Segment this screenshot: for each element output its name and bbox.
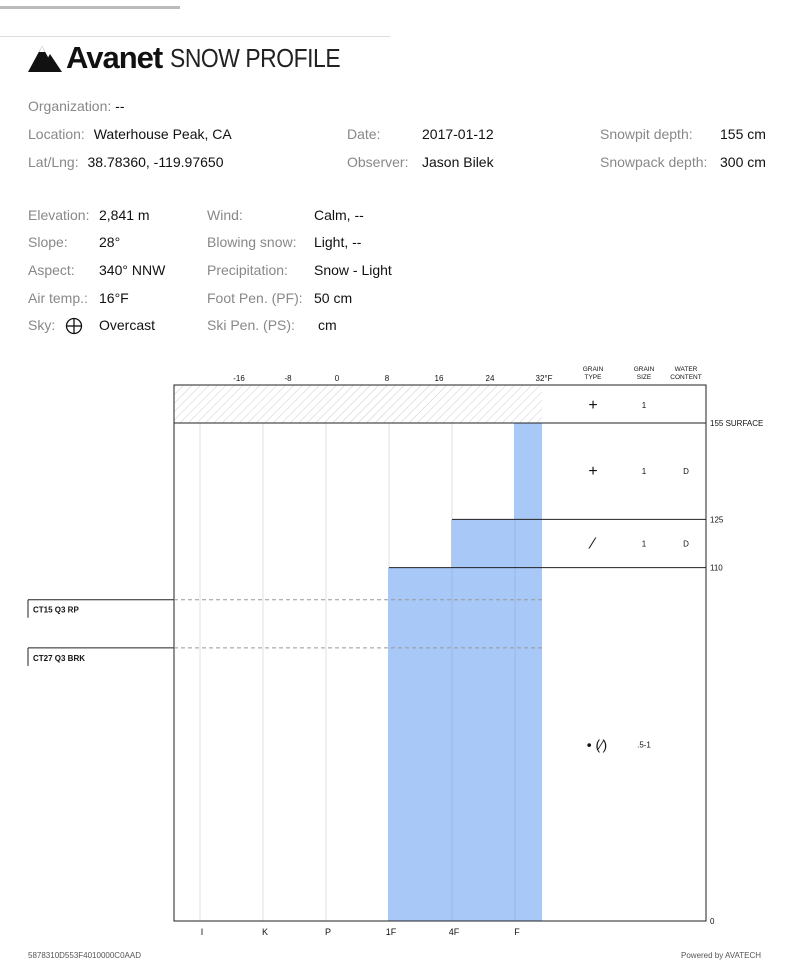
column-header-line: WATER (674, 366, 698, 373)
date-value: 2017-01-12 (422, 126, 494, 142)
wind-row (207, 207, 243, 223)
test-label: CT15 Q3 RP (33, 605, 79, 615)
profile-frame (174, 385, 706, 921)
hardness-label: F (514, 927, 520, 937)
layer-grain-size: 1 (641, 539, 647, 549)
mountain-logo-icon (28, 44, 62, 72)
foot-pen-value-cell (314, 290, 352, 306)
hardness-label: I (200, 927, 204, 937)
slope-value: 28° (99, 234, 121, 250)
location-label: Location: (28, 126, 85, 142)
elevation-value-cell (99, 207, 150, 223)
temperature-tick-label: -16 (233, 374, 245, 383)
foot-pen-row (207, 290, 303, 306)
observer-label: Observer: (347, 154, 409, 170)
column-header-line: SIZE (636, 374, 652, 381)
blowing-snow-value: Light, -- (314, 234, 362, 250)
aspect-value: 340° NNW (99, 262, 166, 278)
surface-grain-size: 1 (641, 401, 647, 410)
sky-value: Overcast (99, 317, 156, 333)
snowpack-depth-value: 300 cm (720, 154, 766, 170)
date-value-cell (422, 126, 494, 142)
temperature-tick-label: 0 (334, 374, 340, 383)
aspect-label: Aspect: (28, 262, 75, 278)
wind-value-cell (314, 207, 364, 223)
sky-value-cell (99, 317, 155, 333)
column-header-line: GRAIN (582, 366, 604, 373)
hardness-label: 4F (448, 927, 460, 937)
column-header-line: GRAIN (633, 366, 655, 373)
ski-pen-label: Ski Pen. (PS): (207, 317, 295, 333)
layer-grain-type: + (588, 463, 598, 481)
snowpit-depth-label: Snowpit depth: (600, 126, 693, 142)
organization-row (28, 98, 125, 114)
column-header-line: TYPE (584, 374, 602, 381)
date-row (347, 126, 380, 142)
overcast-sky-icon (65, 317, 83, 335)
surface-grain-type: + (588, 397, 598, 414)
hardness-bar (451, 519, 542, 567)
snowpack-depth-value-cell (720, 154, 766, 170)
test-label: CT27 Q3 BRK (33, 653, 86, 663)
profile-id-code: 5878310D553F4010000C0AAD (28, 951, 141, 960)
temperature-tick-label: 16 (434, 374, 444, 383)
layer-grain-type: ⁄ (591, 535, 595, 553)
ski-pen-value: cm (318, 317, 337, 333)
document-title: SNOW PROFILE (170, 42, 341, 73)
depth-label: 0 (710, 917, 715, 926)
wind-value: Calm, -- (314, 207, 364, 223)
temperature-tick-label: 8 (384, 374, 390, 383)
depth-label: 110 (710, 563, 723, 573)
sky-label: Sky: (28, 317, 56, 333)
location-value: Waterhouse Peak, CA (93, 126, 232, 142)
slope-row (28, 234, 68, 250)
observer-value: Jason Bilek (422, 154, 494, 170)
column-header-line: CONTENT (670, 374, 702, 381)
latlng-value: 38.78360, -119.97650 (87, 154, 224, 170)
air-temp-label: Air temp.: (28, 290, 88, 306)
date-label: Date: (347, 126, 381, 142)
surface-hatch (174, 385, 542, 423)
air-temp-row (28, 290, 88, 306)
header-rule (0, 36, 390, 37)
brand-name: Avanet (66, 40, 163, 75)
temperature-tick-label: 24 (485, 374, 495, 383)
aspect-row (28, 262, 75, 278)
latlng-label: Lat/Lng: (28, 154, 79, 170)
wind-label: Wind: (207, 207, 243, 223)
precipitation-value: Snow - Light (314, 262, 392, 278)
blowing-snow-value-cell (314, 234, 361, 250)
precipitation-value-cell (314, 262, 392, 278)
hardness-label: P (324, 927, 332, 937)
slope-value-cell (99, 234, 120, 250)
hardness-label: 1F (385, 927, 397, 937)
layer-grain-size: 1 (641, 467, 647, 477)
air-temp-value-cell (99, 290, 129, 306)
temperature-tick-label: 32°F (535, 374, 553, 383)
logo (28, 40, 364, 76)
snowpack-depth-row (600, 154, 707, 170)
air-temp-value: 16°F (99, 290, 129, 306)
sky-row (28, 317, 83, 335)
layer-water-content: D (683, 539, 689, 549)
top-rule (0, 6, 180, 9)
temperature-tick-label: -8 (284, 374, 292, 383)
column-header (583, 366, 604, 381)
elevation-value: 2,841 m (99, 207, 150, 223)
organization-label: Organization: (28, 98, 112, 114)
observer-value-cell (422, 154, 494, 170)
layer-water-content: D (683, 467, 689, 477)
latlng-row (28, 154, 223, 170)
foot-pen-value: 50 cm (314, 290, 353, 306)
layer-grain-size: .5-1 (637, 740, 651, 750)
precipitation-row (207, 262, 288, 278)
aspect-value-cell (99, 262, 165, 278)
snowpit-depth-value: 155 cm (720, 126, 766, 142)
hardness-label: K (261, 927, 269, 937)
snowpack-depth-label: Snowpack depth: (600, 154, 708, 170)
precipitation-label: Precipitation: (207, 262, 288, 278)
snowpit-depth-value-cell (720, 126, 766, 142)
depth-label: 125 (710, 515, 724, 525)
snowpit-depth-row (600, 126, 693, 142)
observer-row (347, 154, 408, 170)
location-row (28, 126, 232, 142)
elevation-label: Elevation: (28, 207, 90, 223)
column-header (634, 366, 655, 381)
ski-pen-value-cell (318, 317, 337, 333)
powered-by: Powered by AVATECH (681, 951, 762, 960)
ski-pen-row (207, 317, 295, 333)
elevation-row (28, 207, 89, 223)
organization-value: -- (115, 98, 125, 114)
surface-depth-label: 155 SURFACE (710, 419, 764, 428)
slope-label: Slope: (28, 234, 68, 250)
blowing-snow-label: Blowing snow: (207, 234, 297, 250)
hardness-bar (388, 568, 542, 921)
foot-pen-label: Foot Pen. (PF): (207, 290, 303, 306)
blowing-snow-row (207, 234, 297, 250)
layer-grain-type: • (⁄) (586, 736, 608, 753)
column-header (670, 366, 701, 381)
hardness-bar (514, 423, 542, 519)
